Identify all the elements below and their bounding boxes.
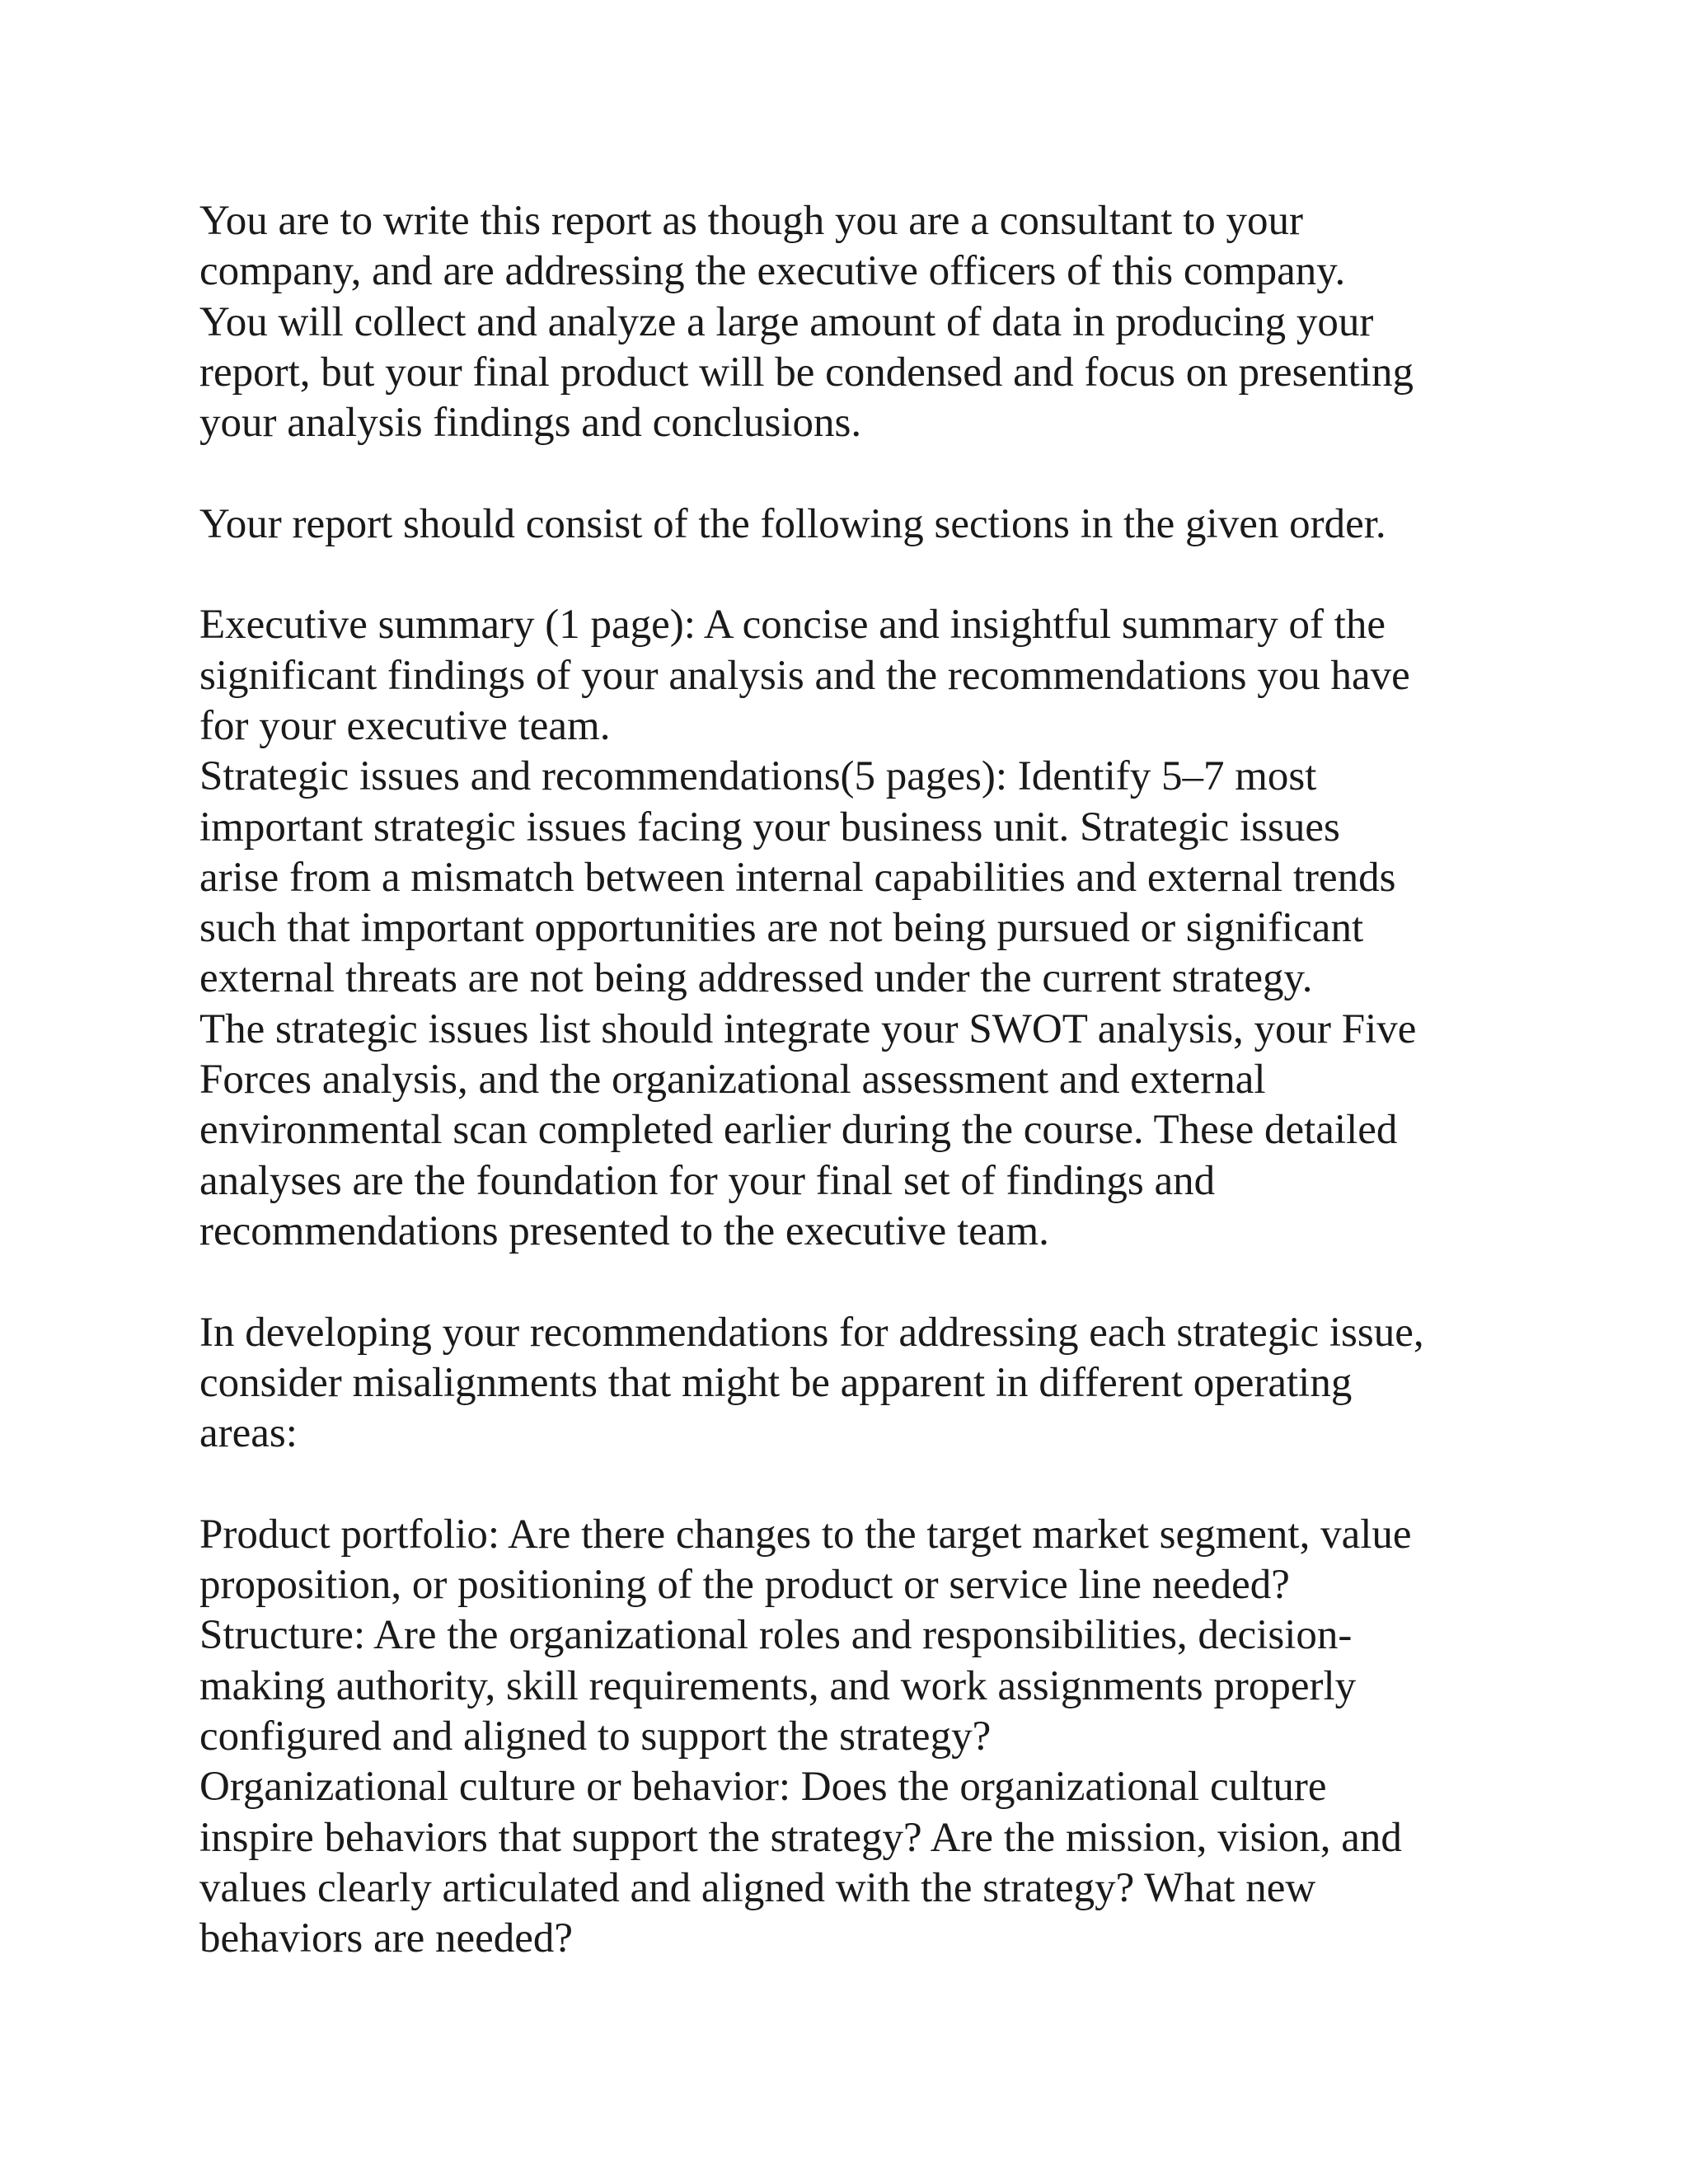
paragraph-gap xyxy=(199,1459,1551,1509)
text-line: important strategic issues facing your business unit. Strategic issues xyxy=(199,804,1340,851)
text-line: report, but your final product will be condensed and focus on presenting xyxy=(199,349,1414,396)
text-line: recommendations presented to the executive team. xyxy=(199,1207,1049,1254)
text-line: for your executive team. xyxy=(199,702,611,749)
text-line: Your report should consist of the following sections in the given order. xyxy=(199,500,1386,547)
text-line: configured and aligned to support the strategy? xyxy=(199,1713,992,1760)
text-line: company, and are addressing the executive officers of this company. xyxy=(199,248,1346,295)
text-line: external threats are not being addressed under the current strategy. xyxy=(199,955,1313,1002)
text-line: The strategic issues list should integrate your SWOT analysis, your Five xyxy=(199,1005,1417,1052)
text-line: your analysis findings and conclusions. xyxy=(199,400,862,447)
text-line: inspire behaviors that support the strategy? Are the mission, vision, and xyxy=(199,1814,1402,1861)
paragraph-intro xyxy=(199,196,1551,448)
text-line: Forces analysis, and the organizational assessment and external xyxy=(199,1057,1266,1104)
paragraph-gap xyxy=(199,550,1551,600)
text-line: values clearly articulated and aligned with the strategy? What new xyxy=(199,1864,1316,1911)
text-line: significant findings of your analysis and the recommendations you have xyxy=(199,652,1410,699)
text-line: Product portfolio: Are there changes to the target market segment, value xyxy=(199,1511,1412,1558)
paragraph-operating-areas xyxy=(199,1510,1551,1965)
paragraph-gap xyxy=(199,1257,1551,1307)
paragraph-executive-summary xyxy=(199,600,1551,1257)
text-line: In developing your recommendations for addressing each strategic issue, xyxy=(199,1309,1424,1356)
paragraph-sections xyxy=(199,499,1551,550)
text-line: Executive summary (1 page): A concise and insightful summary of the xyxy=(199,602,1386,649)
text-line: arise from a mismatch between internal capabilities and external trends xyxy=(199,854,1396,901)
text-line: analyses are the foundation for your final set of findings and xyxy=(199,1157,1216,1204)
text-line: proposition, or positioning of the product or service line needed? xyxy=(199,1562,1290,1609)
text-line: behaviors are needed? xyxy=(199,1915,574,1962)
text-line: Strategic issues and recommendations(5 pages): Identify 5–7 most xyxy=(199,753,1317,800)
text-line: such that important opportunities are not being pursued or significant xyxy=(199,905,1364,952)
text-line: areas: xyxy=(199,1410,298,1457)
document-body xyxy=(199,196,1551,1964)
paragraph-recommendations xyxy=(199,1308,1551,1460)
paragraph-gap xyxy=(199,448,1551,499)
text-line: consider misalignments that might be apparent in different operating xyxy=(199,1359,1353,1406)
text-line: environmental scan completed earlier during the course. These detailed xyxy=(199,1107,1398,1154)
text-line: You will collect and analyze a large amount of data in producing your xyxy=(199,298,1374,345)
text-line: Structure: Are the organizational roles and responsibilities, decision- xyxy=(199,1612,1353,1659)
text-line: making authority, skill requirements, and work assignments properly xyxy=(199,1662,1357,1709)
text-line: Organizational culture or behavior: Does the organizational culture xyxy=(199,1764,1327,1811)
text-line: You are to write this report as though you are a consultant to your xyxy=(199,198,1303,244)
